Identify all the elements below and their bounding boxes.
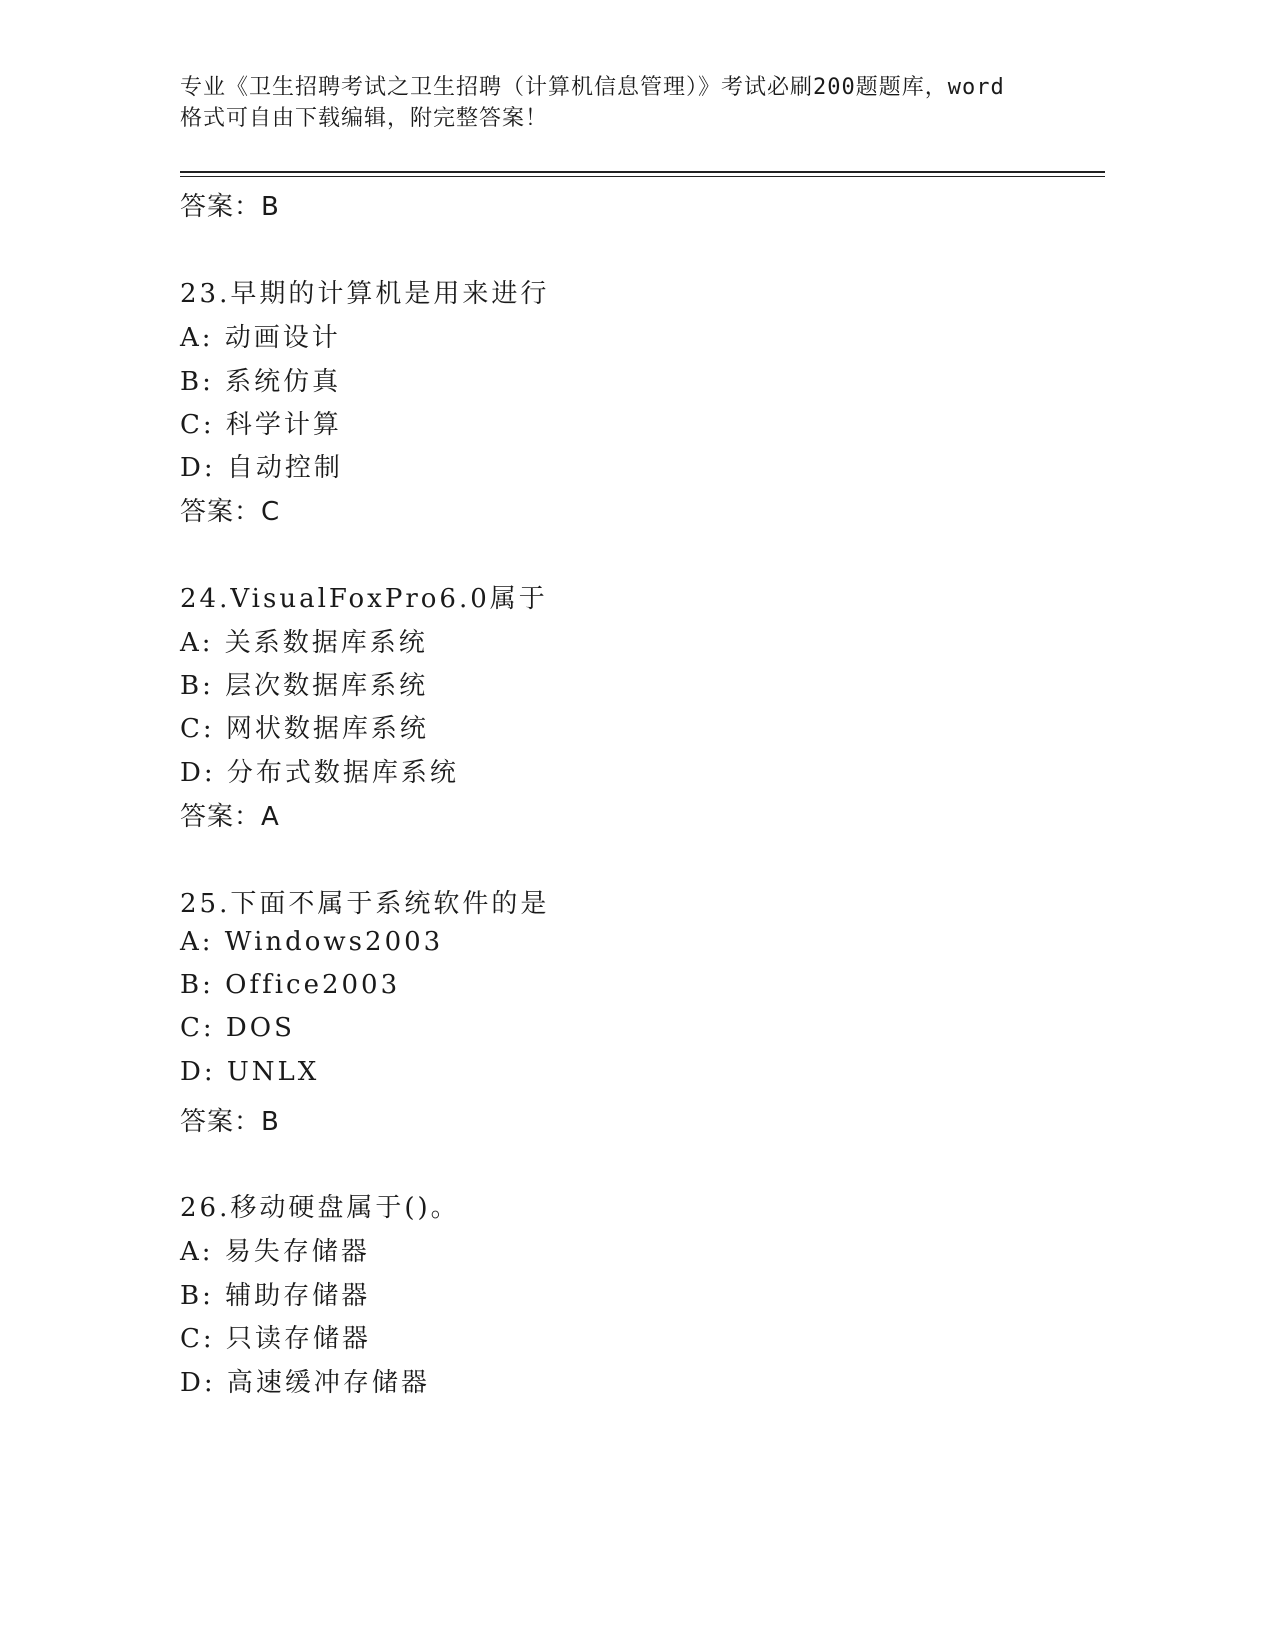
question-26-option-d: D: 高速缓冲存储器 xyxy=(180,1368,430,1398)
answer-q23: 答案：C xyxy=(180,497,281,527)
question-26-option-b: B: 辅助存储器 xyxy=(180,1281,371,1311)
question-23-option-d: D: 自动控制 xyxy=(180,453,343,483)
question-26-option-a: A: 易失存储器 xyxy=(180,1237,370,1267)
question-24-option-c: C: 网状数据库系统 xyxy=(180,714,429,744)
question-24-option-d: D: 分布式数据库系统 xyxy=(180,758,459,788)
question-26-stem: 26.移动硬盘属于()。 xyxy=(180,1193,460,1223)
question-24-option-b: B: 层次数据库系统 xyxy=(180,671,429,701)
question-25-stem: 25.下面不属于系统软件的是 xyxy=(180,889,550,919)
header-divider-thick xyxy=(180,171,1105,173)
question-25-option-d: D: UNLX xyxy=(180,1057,320,1087)
document-header xyxy=(180,72,1060,134)
question-23-option-b: B: 系统仿真 xyxy=(180,367,342,397)
question-25-option-b: B: Office2003 xyxy=(180,970,401,1000)
header-divider-thin xyxy=(180,176,1105,177)
header-line-1: 专业《卫生招聘考试之卫生招聘（计算机信息管理）》考试必刷200题题库，word xyxy=(180,75,1005,100)
answer-q25: 答案：B xyxy=(180,1107,280,1137)
question-24-stem: 24.VisualFoxPro6.0属于 xyxy=(180,584,548,614)
question-23-option-c: C: 科学计算 xyxy=(180,410,342,440)
answer-q24: 答案：A xyxy=(180,802,280,832)
question-23-option-a: A: 动画设计 xyxy=(180,323,341,353)
question-23-stem: 23.早期的计算机是用来进行 xyxy=(180,279,550,309)
question-25-option-a: A: Windows2003 xyxy=(180,927,444,957)
question-25-option-c: C: DOS xyxy=(180,1013,295,1043)
question-26-option-c: C: 只读存储器 xyxy=(180,1324,371,1354)
header-line-2: 格式可自由下载编辑，附完整答案！ xyxy=(180,106,549,131)
answer-q22: 答案：B xyxy=(180,192,280,222)
question-24-option-a: A: 关系数据库系统 xyxy=(180,628,428,658)
